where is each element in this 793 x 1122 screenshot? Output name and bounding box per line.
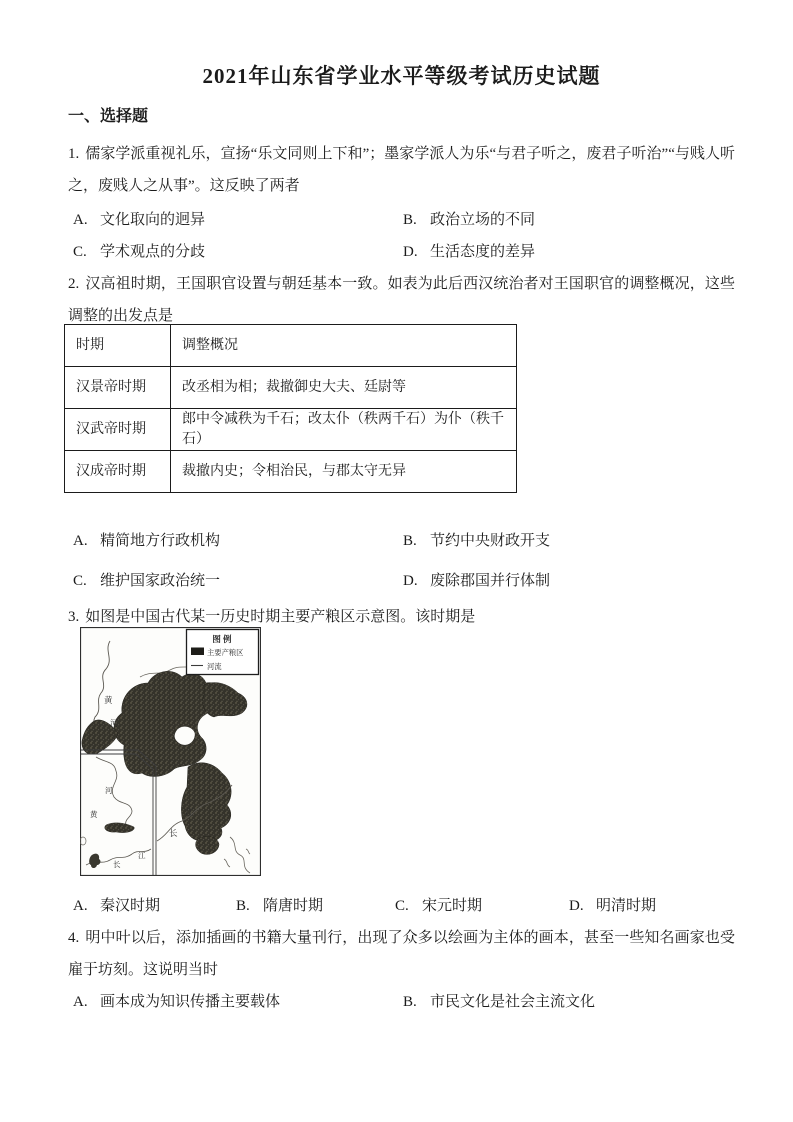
q1-option-a-letter: A. — [73, 212, 88, 228]
table-cell-detail-3: 裁撤内史；令相治民，与郡太守无异 — [171, 451, 517, 493]
q4-option-a-letter: A. — [73, 994, 88, 1010]
q4-option-a[interactable] — [73, 986, 403, 1018]
q1-option-c-letter: C. — [73, 244, 87, 260]
q4-option-a-text: 画本成为知识传播主要载体 — [100, 994, 281, 1010]
question-1 — [68, 138, 735, 202]
q2-option-a-letter: A. — [73, 533, 88, 549]
yellow-river-label-he: 河 — [110, 718, 119, 728]
inset-label-huang: 黄 — [90, 810, 98, 819]
q2-option-d-letter: D. — [403, 573, 418, 589]
question-4-number: 4. — [68, 930, 80, 946]
q2-option-a-text: 精简地方行政机构 — [100, 533, 221, 549]
q3-option-c[interactable] — [395, 890, 569, 922]
table-header-period: 时期 — [65, 325, 171, 367]
table-cell-period-1: 汉景帝时期 — [65, 367, 171, 409]
question-2 — [68, 268, 735, 332]
q2-option-b[interactable] — [403, 521, 735, 561]
yangtze-label-jiang: 江 — [185, 807, 194, 817]
q3-option-a-text: 秦汉时期 — [100, 898, 161, 914]
inset-label-jiang: 江 — [138, 851, 146, 860]
question-4 — [68, 922, 735, 986]
q1-option-a-text: 文化取向的迥异 — [100, 212, 206, 228]
legend-title: 图 例 — [212, 634, 232, 644]
question-1-options — [68, 204, 735, 268]
q1-option-a[interactable] — [73, 204, 403, 236]
q2-option-b-letter: B. — [403, 533, 417, 549]
q2-option-b-text: 节约中央财政开支 — [430, 533, 551, 549]
q4-option-b-text: 市民文化是社会主流文化 — [430, 994, 596, 1010]
table-cell-period-2: 汉武帝时期 — [65, 409, 171, 451]
q3-option-b-letter: B. — [236, 898, 250, 914]
yangtze-label-chang: 长 — [169, 828, 178, 838]
table-cell-period-3: 汉成帝时期 — [65, 451, 171, 493]
inset-label-chang: 长 — [113, 860, 121, 869]
q2-option-c[interactable] — [73, 561, 403, 601]
q3-option-d[interactable] — [569, 890, 735, 922]
yellow-river-label-huang: 黄 — [104, 695, 113, 705]
q2-adjustment-table — [64, 324, 517, 493]
question-3-number: 3. — [68, 609, 80, 625]
table-header-overview: 调整概况 — [171, 325, 517, 367]
grain-area-swatch-icon — [191, 648, 204, 656]
question-2-number: 2. — [68, 276, 80, 292]
inset-label-he: 河 — [105, 786, 113, 795]
table-row — [65, 409, 517, 451]
q1-option-d[interactable] — [403, 236, 735, 268]
q4-option-b[interactable] — [403, 986, 735, 1018]
q3-option-b[interactable] — [236, 890, 395, 922]
question-1-number: 1. — [68, 146, 80, 162]
question-2-text: 汉高祖时期，王国职官设置与朝廷基本一致。如表为此后西汉统治者对王国职官的调整概况，这些调整的出发点是 — [68, 276, 735, 324]
legend-grain-label: 主要产粮区 — [207, 648, 244, 657]
q3-option-a-letter: A. — [73, 898, 88, 914]
q2-option-c-text: 维护国家政治统一 — [100, 573, 221, 589]
map-legend — [187, 630, 259, 675]
question-3-text: 如图是中国古代某一历史时期主要产粮区示意图。该时期是 — [85, 609, 476, 625]
q1-option-b-letter: B. — [403, 212, 417, 228]
grain-area-south-tail — [196, 836, 219, 854]
q1-option-c[interactable] — [73, 236, 403, 268]
q2-option-a[interactable] — [73, 521, 403, 561]
question-2-options — [68, 521, 735, 601]
q3-option-d-text: 明清时期 — [596, 898, 657, 914]
section-heading: 一、选择题 — [68, 108, 149, 125]
q2-option-d-text: 废除郡国并行体制 — [430, 573, 551, 589]
question-1-text: 儒家学派重视礼乐，宣扬“乐文同则上下和”；墨家学派人为乐“与君子听之，废君子听治”“与贱人听之，废贱人之从事”。这反映了两者 — [68, 146, 735, 194]
q1-option-d-letter: D. — [403, 244, 418, 260]
table-row — [65, 367, 517, 409]
table-cell-detail-1: 改丞相为相；裁撤御史大夫、廷尉等 — [171, 367, 517, 409]
q1-option-d-text: 生活态度的差异 — [430, 244, 536, 260]
q2-option-c-letter: C. — [73, 573, 87, 589]
table-cell-detail-2: 郎中令减秩为千石；改太仆（秩两千石）为仆（秩千石） — [171, 409, 517, 451]
q3-option-c-letter: C. — [395, 898, 409, 914]
q1-option-b[interactable] — [403, 204, 735, 236]
grain-regions-map — [80, 627, 261, 876]
question-4-options — [68, 986, 735, 1018]
q4-option-b-letter: B. — [403, 994, 417, 1010]
page-title: 2021年山东省学业水平等级考试历史试题 — [202, 64, 601, 88]
table-row — [65, 451, 517, 493]
grain-regions-map-figure — [80, 627, 261, 876]
legend-river-label: 河流 — [207, 662, 222, 671]
q3-option-b-text: 隋唐时期 — [263, 898, 324, 914]
q3-option-c-text: 宋元时期 — [422, 898, 483, 914]
q3-option-a[interactable] — [73, 890, 236, 922]
question-3-options — [68, 890, 735, 922]
q2-option-d[interactable] — [403, 561, 735, 601]
q1-option-b-text: 政治立场的不同 — [430, 212, 536, 228]
question-4-text: 明中叶以后，添加插画的书籍大量刊行，出现了众多以绘画为主体的画本，甚至一些知名画家也受雇于坊刻。这说明当时 — [68, 930, 735, 978]
q3-option-d-letter: D. — [569, 898, 584, 914]
q1-option-c-text: 学术观点的分歧 — [100, 244, 206, 260]
